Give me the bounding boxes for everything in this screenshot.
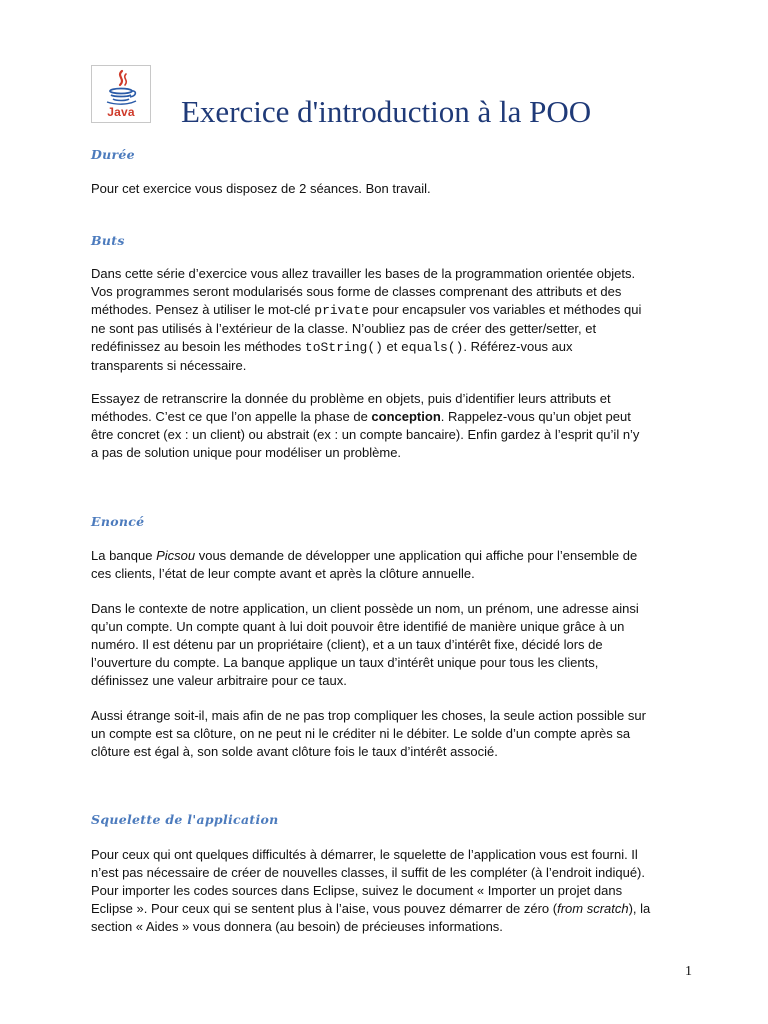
- text-line: numéro. Il est détenu par un propriétaire (client), et a un taux d’intérêt fixe, décidé lors de: [91, 637, 603, 652]
- code-equals: equals(): [401, 340, 464, 355]
- text-line: section « Aides » vous donnera (au besoin) de précieuses informations.: [91, 919, 503, 934]
- code-private: private: [314, 303, 369, 318]
- heading-duree: Durée: [91, 147, 135, 162]
- text-line: ces clients, l’état de leur compte avant et après la clôture annuelle.: [91, 566, 475, 581]
- text-line: a pas de solution unique pour modéliser un problème.: [91, 445, 402, 460]
- text-line: ne sont pas utilisés à l’extérieur de la classe. N’oubliez pas de créer des getter/setter, et: [91, 321, 597, 336]
- text-run: redéfinissez au besoin les méthodes: [91, 339, 305, 354]
- text-line: Dans cette série d’exercice vous allez travailler les bases de la programmation orientée objets.: [91, 266, 636, 281]
- paragraph-buts-2: [91, 390, 701, 462]
- text-line: [91, 301, 701, 320]
- text-run: . Référez-vous aux: [463, 339, 573, 354]
- text-line: Essayez de retranscrire la donnée du problème en objets, puis d’identifier leurs attributs et: [91, 391, 611, 406]
- text-run: La banque: [91, 548, 157, 563]
- text-line: être concret (ex : un client) ou abstrait (ex : un compte bancaire). Enfin gardez à l’esprit qu’il n’y: [91, 427, 640, 442]
- page-title: Exercice d'introduction à la POO: [181, 94, 592, 129]
- text-line: [91, 547, 701, 565]
- text-line: Dans le contexte de notre application, un client possède un nom, un prénom, une adresse ainsi: [91, 601, 639, 616]
- heading-buts: Buts: [91, 233, 125, 248]
- text-run: pour encapsuler vos variables et méthodes qui: [368, 302, 642, 317]
- paragraph-squelette: [91, 846, 701, 936]
- java-cup-icon: [92, 66, 150, 106]
- heading-enonce: Enoncé: [91, 514, 145, 529]
- text-line: Vos programmes seront modularisés sous forme de classes comprenant des attributs et des: [91, 284, 622, 299]
- text-line: transparents si nécessaire.: [91, 358, 247, 373]
- text-run: méthodes. C’est ce que l’on appelle la phase de: [91, 409, 372, 424]
- text-line: n’est pas nécessaire de créer de nouvelles classes, il suffit de les compléter (à l’endroit indiqué).: [91, 865, 645, 880]
- italic-picsou: Picsou: [156, 548, 196, 563]
- paragraph-enonce-1: [91, 547, 701, 583]
- paragraph-enonce-2: [91, 600, 701, 690]
- code-tostring: toString(): [304, 340, 383, 355]
- text-line: qu’un compte. Un compte quant à lui doit pouvoir être identifié de manière unique grâce à un: [91, 619, 625, 634]
- java-logo-text: Java: [107, 105, 135, 119]
- text-line: Pour importer les codes sources dans Eclipse, suivez le document « Importer un projet dans: [91, 883, 623, 898]
- text-line: clôture est égal à, son solde avant clôture fois le taux d’intérêt associé.: [91, 744, 498, 759]
- bold-conception: conception: [371, 409, 441, 424]
- text-run: Eclipse ». Pour ceux qui se sentent plus à l’aise, vous pouvez démarrer de zéro (: [91, 901, 558, 916]
- paragraph-enonce-3: [91, 707, 701, 761]
- text-line: Aussi étrange soit-il, mais afin de ne pas trop compliquer les choses, la seule action possible sur: [91, 708, 646, 723]
- text-run: ), la: [628, 901, 651, 916]
- text-line: [91, 338, 701, 357]
- heading-squelette: Squelette de l'application: [91, 812, 279, 827]
- text-run: méthodes. Pensez à utiliser le mot-clé: [91, 302, 315, 317]
- text-run: . Rappelez-vous qu’un objet peut: [440, 409, 631, 424]
- text-line: définissez une valeur arbitraire pour ce taux.: [91, 673, 347, 688]
- text-line: Pour ceux qui ont quelques difficultés à démarrer, le squelette de l’application vous est fourni. Il: [91, 847, 638, 862]
- text-run: et: [382, 339, 401, 354]
- italic-from-scratch: from scratch: [557, 901, 629, 916]
- text-line: l’ouverture du compte. La banque applique un taux d’intérêt unique pour tous les clients,: [91, 655, 599, 670]
- text-line: [91, 900, 701, 918]
- java-logo: [91, 65, 151, 123]
- paragraph-duree: [91, 180, 701, 198]
- text-line: Pour cet exercice vous disposez de 2 séances. Bon travail.: [91, 181, 431, 196]
- paragraph-buts-1: [91, 265, 701, 375]
- text-line: [91, 408, 701, 426]
- page-number: 1: [685, 964, 692, 979]
- text-line: un compte est sa clôture, on ne peut ni le créditer ni le débiter. Le solde d’un compte après sa: [91, 726, 631, 741]
- text-run: vous demande de développer une application qui affiche pour l’ensemble de: [195, 548, 638, 563]
